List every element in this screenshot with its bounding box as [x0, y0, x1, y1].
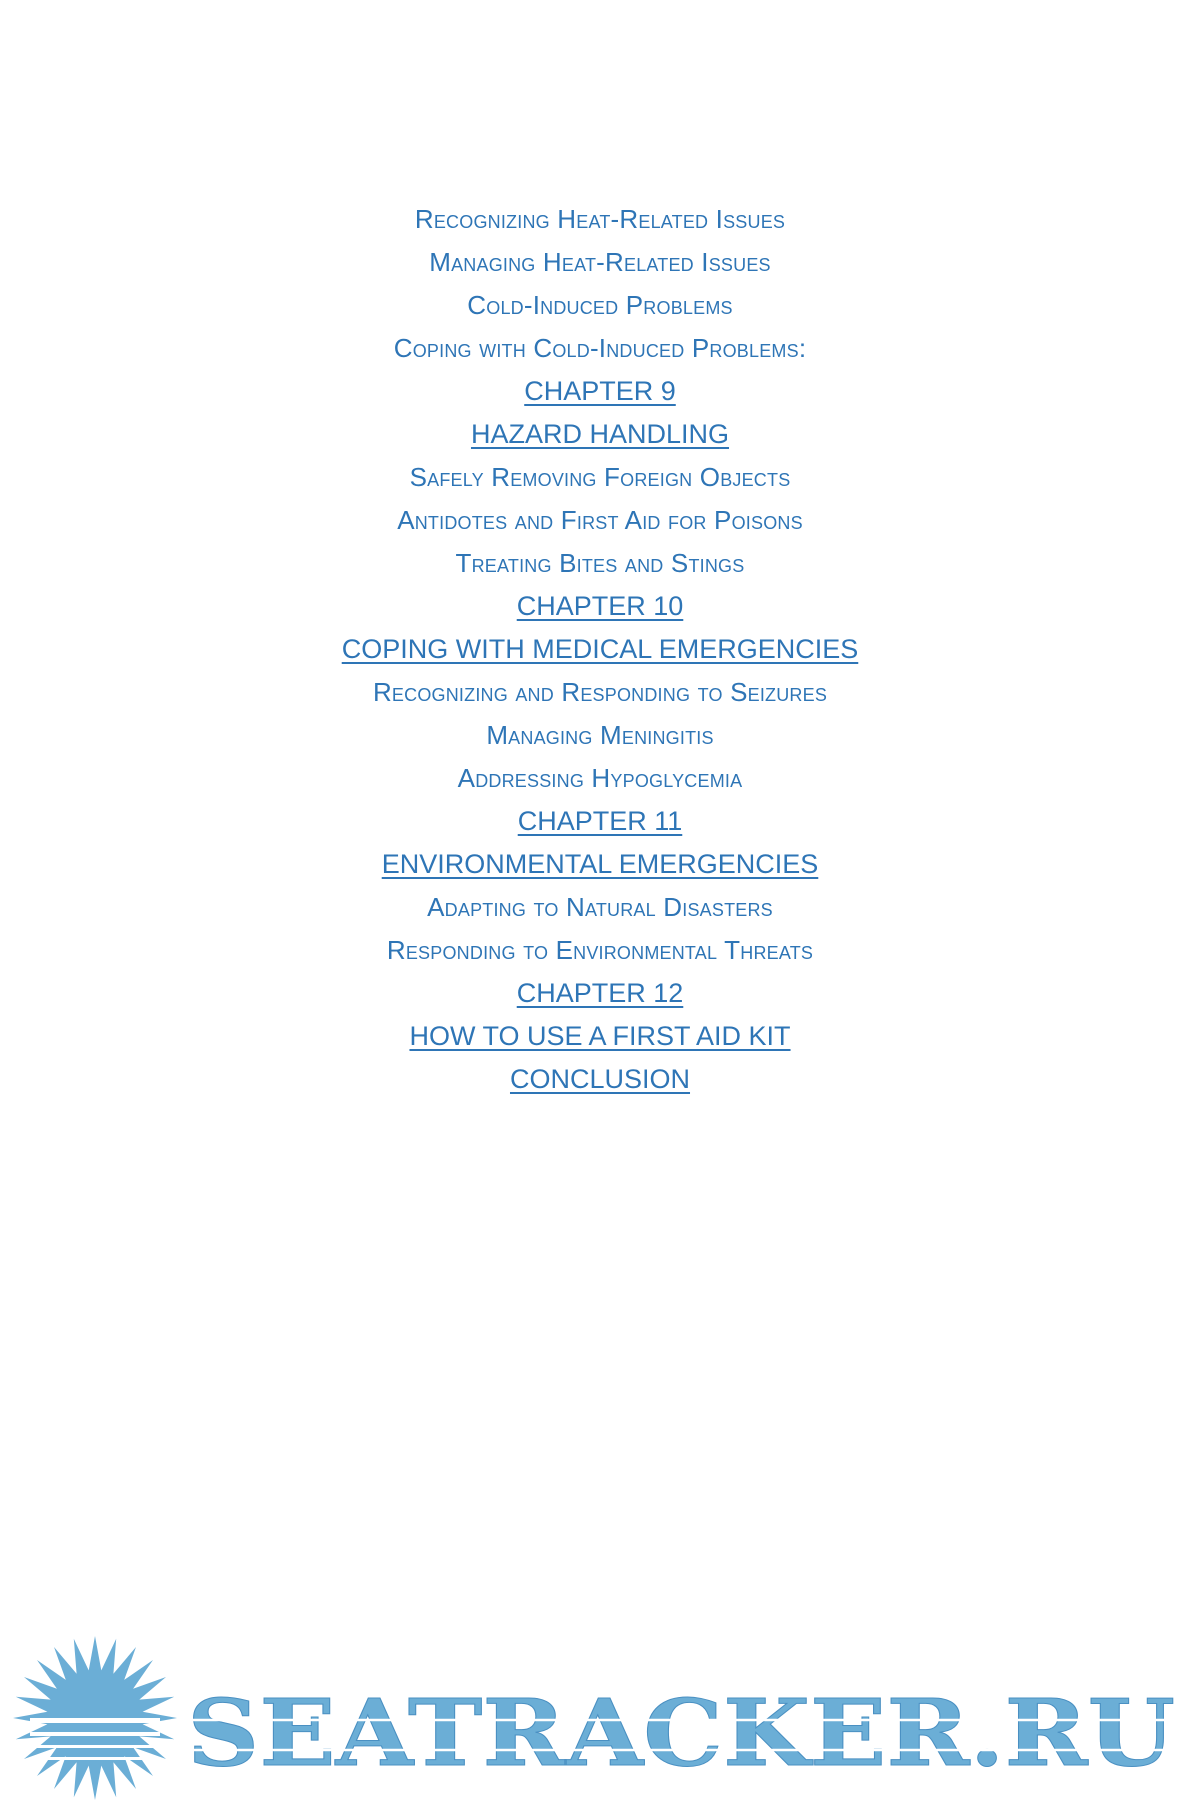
toc-section-link[interactable]: Addressing Hypoglycemia	[457, 763, 743, 793]
toc-chapter-link[interactable]: HOW TO USE A FIRST AID KIT	[409, 1021, 791, 1051]
toc-section-link[interactable]: Recognizing Heat-Related Issues	[414, 204, 786, 234]
watermark-banner	[0, 1620, 1200, 1800]
sun-burst-icon	[13, 1636, 177, 1800]
toc-section-link[interactable]: Treating Bites and Stings	[455, 548, 745, 578]
watermark-text: SEATRACKER.RU	[187, 1679, 1175, 1787]
toc-chapter-link[interactable]: COPING WITH MEDICAL EMERGENCIES	[341, 634, 859, 664]
toc-section-link[interactable]: Responding to Environmental Threats	[386, 935, 814, 965]
toc-chapter-link[interactable]: CONCLUSION	[509, 1064, 691, 1094]
toc-section-link[interactable]: Managing Heat-Related Issues	[429, 247, 771, 277]
toc-section-link[interactable]: Antidotes and First Aid for Poisons	[397, 505, 803, 535]
toc-chapter-link[interactable]: CHAPTER 10	[516, 591, 684, 621]
toc-chapter-link[interactable]: ENVIRONMENTAL EMERGENCIES	[381, 849, 819, 879]
toc-section-link[interactable]: Cold-Induced Problems	[467, 290, 733, 320]
watermark-graphic	[0, 1620, 1200, 1800]
toc-chapter-link[interactable]: CHAPTER 11	[517, 806, 683, 836]
toc-section-link[interactable]: Recognizing and Responding to Seizures	[372, 677, 828, 707]
toc-section-link[interactable]: Coping with Cold-Induced Problems:	[393, 333, 807, 363]
toc-chapter-link[interactable]: HAZARD HANDLING	[470, 419, 730, 449]
table-of-contents	[0, 198, 1200, 1101]
toc-chapter-link[interactable]: CHAPTER 9	[524, 376, 676, 406]
toc-section-link[interactable]: Safely Removing Foreign Objects	[409, 462, 791, 492]
toc-section-link[interactable]: Adapting to Natural Disasters	[427, 892, 773, 922]
toc-section-link[interactable]: Managing Meningitis	[486, 720, 714, 750]
toc-chapter-link[interactable]: CHAPTER 12	[516, 978, 684, 1008]
